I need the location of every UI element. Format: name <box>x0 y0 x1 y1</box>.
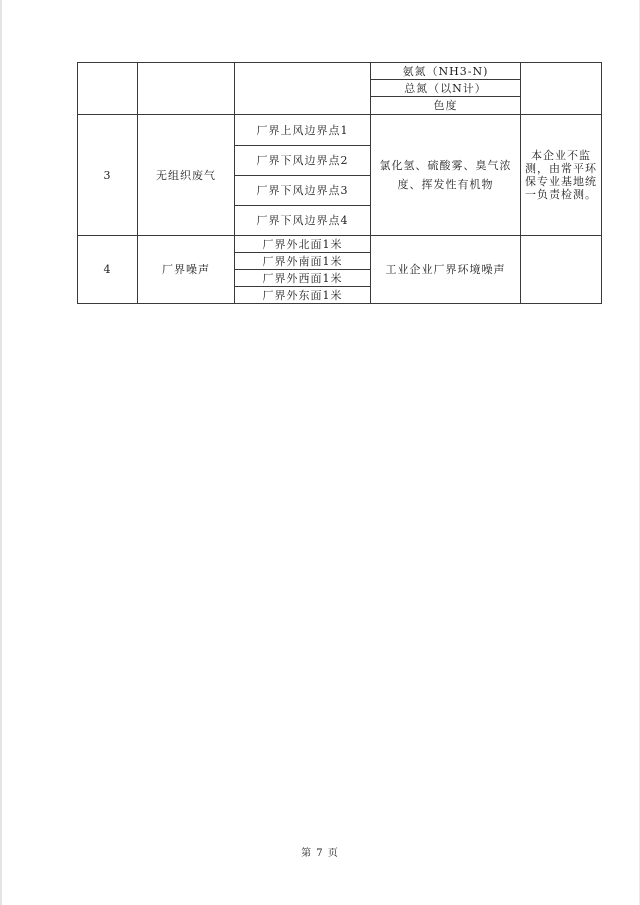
point-cell: 厂界外北面1米 <box>235 236 371 253</box>
seq-cell: 3 <box>78 115 138 236</box>
factor-cell: 氯化氢、硫酸雾、臭气浓度、挥发性有机物 <box>371 115 521 236</box>
category-cell <box>138 63 235 115</box>
scan-left-edge <box>0 0 2 905</box>
table-row <box>78 236 602 253</box>
note-cell <box>521 63 602 115</box>
point-cell: 厂界外南面1米 <box>235 253 371 270</box>
point-cell <box>235 63 371 115</box>
table-row <box>78 115 602 146</box>
point-cell: 厂界下风边界点4 <box>235 206 371 236</box>
note-cell <box>521 236 602 304</box>
point-cell: 厂界外东面1米 <box>235 287 371 304</box>
factor-cell: 工业企业厂界环境噪声 <box>371 236 521 304</box>
factor-cell: 氨氮（NH3-N) <box>371 63 521 80</box>
point-cell: 厂界下风边界点2 <box>235 146 371 176</box>
table-row <box>78 63 602 80</box>
point-cell: 厂界上风边界点1 <box>235 115 371 146</box>
factor-cell: 色度 <box>371 97 521 115</box>
monitoring-table <box>77 62 602 304</box>
factor-cell: 总氮（以N计） <box>371 80 521 97</box>
category-cell: 无组织废气 <box>138 115 235 236</box>
note-cell: 本企业不监测，由常平环保专业基地统一负责检测。 <box>521 115 602 236</box>
page-number: 第 7 页 <box>301 848 339 859</box>
point-cell: 厂界下风边界点3 <box>235 176 371 206</box>
category-cell: 厂界噪声 <box>138 236 235 304</box>
seq-cell: 4 <box>78 236 138 304</box>
seq-cell <box>78 63 138 115</box>
point-cell: 厂界外西面1米 <box>235 270 371 287</box>
